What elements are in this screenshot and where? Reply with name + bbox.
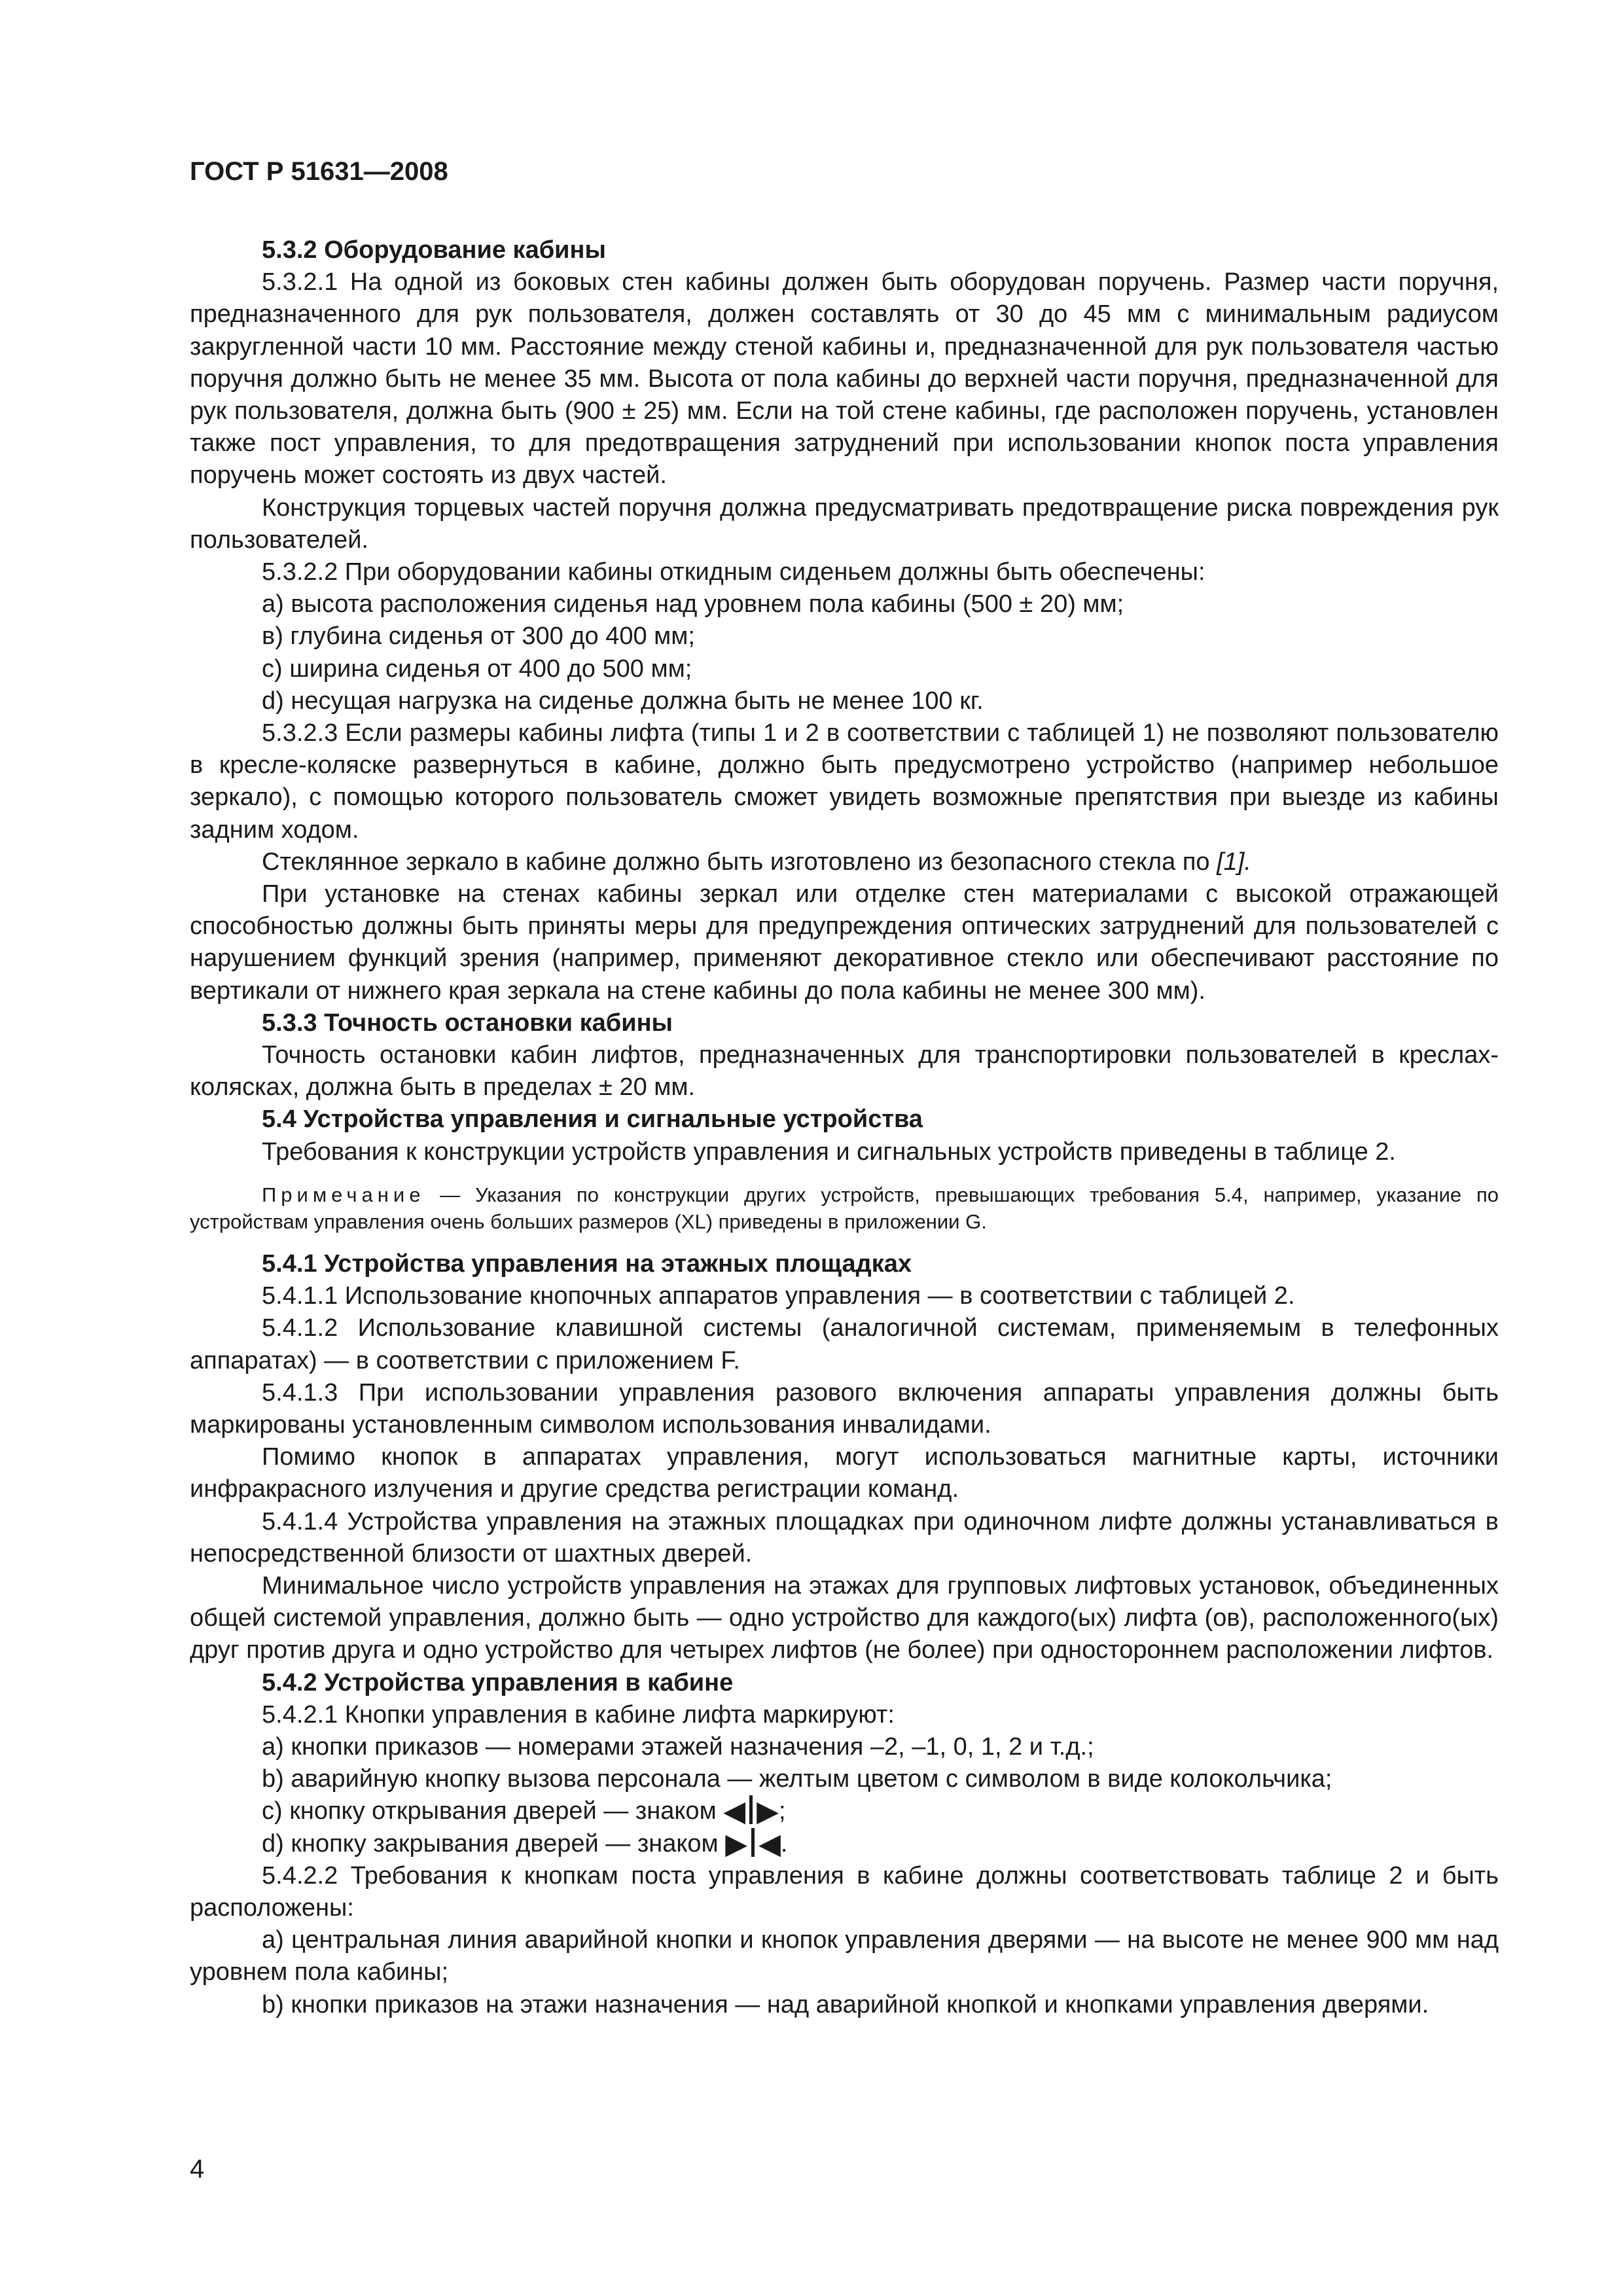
paragraph-text: Конструкция торцевых частей поручня должна предусматривать предотвращение риска повреждения рук пользователей. — [190, 493, 1499, 554]
paragraph-text: 5.3.2.1 На одной из боковых стен кабины должен быть оборудован поручень. Размер части поручня, предназначенного для рук пользователя, должен составлять от 30 до 45 мм с минимальным радиусом закругленной части 10 мм. Расстояние между стеной кабины и, предназначенной для рук пользователя частью поручня должно быть не менее 35 мм. Высота от пола кабины до верхней части поручня, предназначенной для рук пользователя, должна быть (900 ± 25) мм. Если на той стене кабины, где расположен поручень, установлен также пост управления, то для предотвращения затруднений при использовании кнопок поста управления поручень может состоять из двух частей. — [190, 268, 1499, 490]
note-label: Примечание — [262, 1183, 425, 1206]
paragraph — [190, 717, 1499, 846]
paragraph — [190, 556, 1499, 588]
paragraph — [190, 1280, 1499, 1312]
paragraph-text: 5.3.2.3 Если размеры кабины лифта (типы 1 и 2 в соответствии с таблицей 1) не позволяют пользователю в кресле-коляске развернуться в кабине, должно быть предусмотрено устройство (например небольшое зеркало), с помощью которого пользователь сможет увидеть возможные препятствия при выезде из кабины задним ходом. — [190, 719, 1499, 844]
document-body — [190, 234, 1499, 2021]
paragraph-text: При установке на стенах кабины зеркал или отделке стен материалами с высокой отражающей способностью должны быть приняты меры для предупреждения оптических затруднений для пользователей с нарушением функций зрения (например, применяют декоративное стекло или обеспечивают расстояние по вертикали от нижнего края зеркала на стене кабины до пола кабины не менее 300 мм). — [190, 880, 1499, 1005]
paragraph — [190, 653, 1499, 685]
note-paragraph — [190, 1181, 1499, 1235]
page-number: 4 — [190, 2155, 205, 2183]
paragraph — [190, 1506, 1499, 1570]
document-page — [190, 156, 1499, 2021]
door-close-symbol-icon: ▶ ◀ — [725, 1827, 781, 1860]
paragraph-text: 5.4.1.1 Использование кнопочных аппаратов управления — в соответствии с таблицей 2. — [262, 1282, 1295, 1310]
paragraph-text: Требования к конструкции устройств управления и сигнальных устройств приведены в таблице 2. — [262, 1138, 1396, 1166]
paragraph-text: 5.4 Устройства управления и сигнальные устройства — [262, 1105, 923, 1134]
paragraph-text: 5.4.1 Устройства управления на этажных площадках — [262, 1249, 912, 1278]
paragraph-text: 5.3.2 Оборудование кабины — [262, 236, 606, 264]
paragraph — [190, 685, 1499, 717]
paragraph — [190, 1795, 1499, 1827]
paragraph — [190, 1136, 1499, 1168]
paragraph-text: 5.4.1.2 Использование клавишной системы (аналогичной системам, применяемым в телефонных аппаратах) — в соответствии с приложением F. — [190, 1314, 1499, 1374]
paragraph — [190, 588, 1499, 620]
paragraph — [190, 1828, 1499, 1860]
paragraph — [190, 846, 1499, 878]
paragraph-text: а) кнопки приказов — номерами этажей назначения –2, –1, 0, 1, 2 и т.д.; — [262, 1732, 1094, 1761]
paragraph-text: Стеклянное зеркало в кабине должно быть изготовлено из безопасного стекла по — [262, 848, 1217, 876]
paragraph — [190, 1763, 1499, 1795]
paragraph — [190, 1312, 1499, 1376]
paragraph — [190, 1441, 1499, 1505]
document-header: ГОСТ Р 51631—2008 — [190, 157, 448, 186]
section-heading — [190, 1667, 1499, 1699]
paragraph — [190, 1039, 1499, 1103]
paragraph — [190, 1731, 1499, 1763]
section-heading — [190, 234, 1499, 266]
paragraph-text: 5.3.3 Точность остановки кабины — [262, 1009, 673, 1037]
paragraph-text: b) кнопки приказов на этажи назначения — над аварийной кнопкой и кнопками управления дверями. — [262, 1990, 1429, 2018]
section-heading — [190, 1007, 1499, 1039]
paragraph-text: 5.4.1.4 Устройства управления на этажных площадках при одиночном лифте должны устанавливаться в непосредственной близости от шахтных дверей. — [190, 1507, 1499, 1568]
paragraph — [190, 878, 1499, 1007]
paragraph-tail: ; — [778, 1797, 786, 1825]
paragraph — [190, 1989, 1499, 2021]
bibliography-reference: [1]. — [1217, 848, 1251, 876]
paragraph-text: Точность остановки кабин лифтов, предназначенных для транспортировки пользователей в креслах-колясках, должна быть в пределах ± 20 мм. — [190, 1041, 1499, 1102]
paragraph-tail: . — [780, 1829, 788, 1857]
paragraph — [190, 1570, 1499, 1667]
section-heading — [190, 1248, 1499, 1280]
paragraph-text: b) аварийную кнопку вызова персонала — желтым цветом с символом в виде колокольчика; — [262, 1765, 1332, 1793]
paragraph-text: 5.4.2 Устройства управления в кабине — [262, 1668, 734, 1696]
paragraph-text: а) высота расположения сиденья над уровнем пола кабины (500 ± 20) мм; — [262, 590, 1124, 619]
section-heading — [190, 1103, 1499, 1136]
paragraph-text: а) центральная линия аварийной кнопки и кнопок управления дверями — на высоте не менее 900 мм над уровнем пола кабины; — [190, 1926, 1499, 1986]
paragraph-text: Помимо кнопок в аппаратах управления, могут использоваться магнитные карты, источники инфракрасного излучения и другие средства регистрации команд. — [190, 1443, 1499, 1503]
paragraph-text: в) глубина сиденья от 300 до 400 мм; — [262, 622, 695, 651]
paragraph — [190, 1377, 1499, 1441]
door-open-symbol-icon: ◀ ▶ — [723, 1795, 779, 1828]
paragraph-text: 5.4.1.3 При использовании управления разового включения аппараты управления должны быть маркированы установленным символом использования инвалидами. — [190, 1378, 1499, 1439]
paragraph-text: 5.4.2.1 Кнопки управления в кабине лифта маркируют: — [262, 1700, 895, 1729]
paragraph-text: d) несущая нагрузка на сиденье должна быть не менее 100 кг. — [262, 687, 984, 715]
paragraph-text: d) кнопку закрывания дверей — знаком — [262, 1829, 726, 1857]
paragraph-text: с) кнопку открывания дверей — знаком — [262, 1797, 724, 1825]
paragraph — [190, 1860, 1499, 1924]
paragraph-text: 5.3.2.2 При оборудовании кабины откидным сиденьем должны быть обеспечены: — [262, 558, 1205, 586]
paragraph — [190, 620, 1499, 653]
paragraph — [190, 1699, 1499, 1731]
paragraph — [190, 266, 1499, 492]
paragraph — [190, 1924, 1499, 1988]
paragraph — [190, 492, 1499, 556]
paragraph-text: с) ширина сиденья от 400 до 500 мм; — [262, 655, 692, 683]
paragraph-text: — Указания по конструкции других устройств, превышающих требования 5.4, например, указание по устройствам управления очень больших размеров (XL) приведены в приложении G. — [190, 1183, 1499, 1233]
paragraph-text: 5.4.2.2 Требования к кнопкам поста управления в кабине должны соответствовать таблице 2 и быть расположены: — [190, 1861, 1499, 1922]
paragraph-text: Минимальное число устройств управления на этажах для групповых лифтовых установок, объединенных общей системой управления, должно быть — одно устройство для каждого(ых) лифта (ов), расположенного(ых) друг против друга и одно устройство для четырех лифтов (не более) при одностороннем расположении лифтов. — [190, 1571, 1499, 1664]
